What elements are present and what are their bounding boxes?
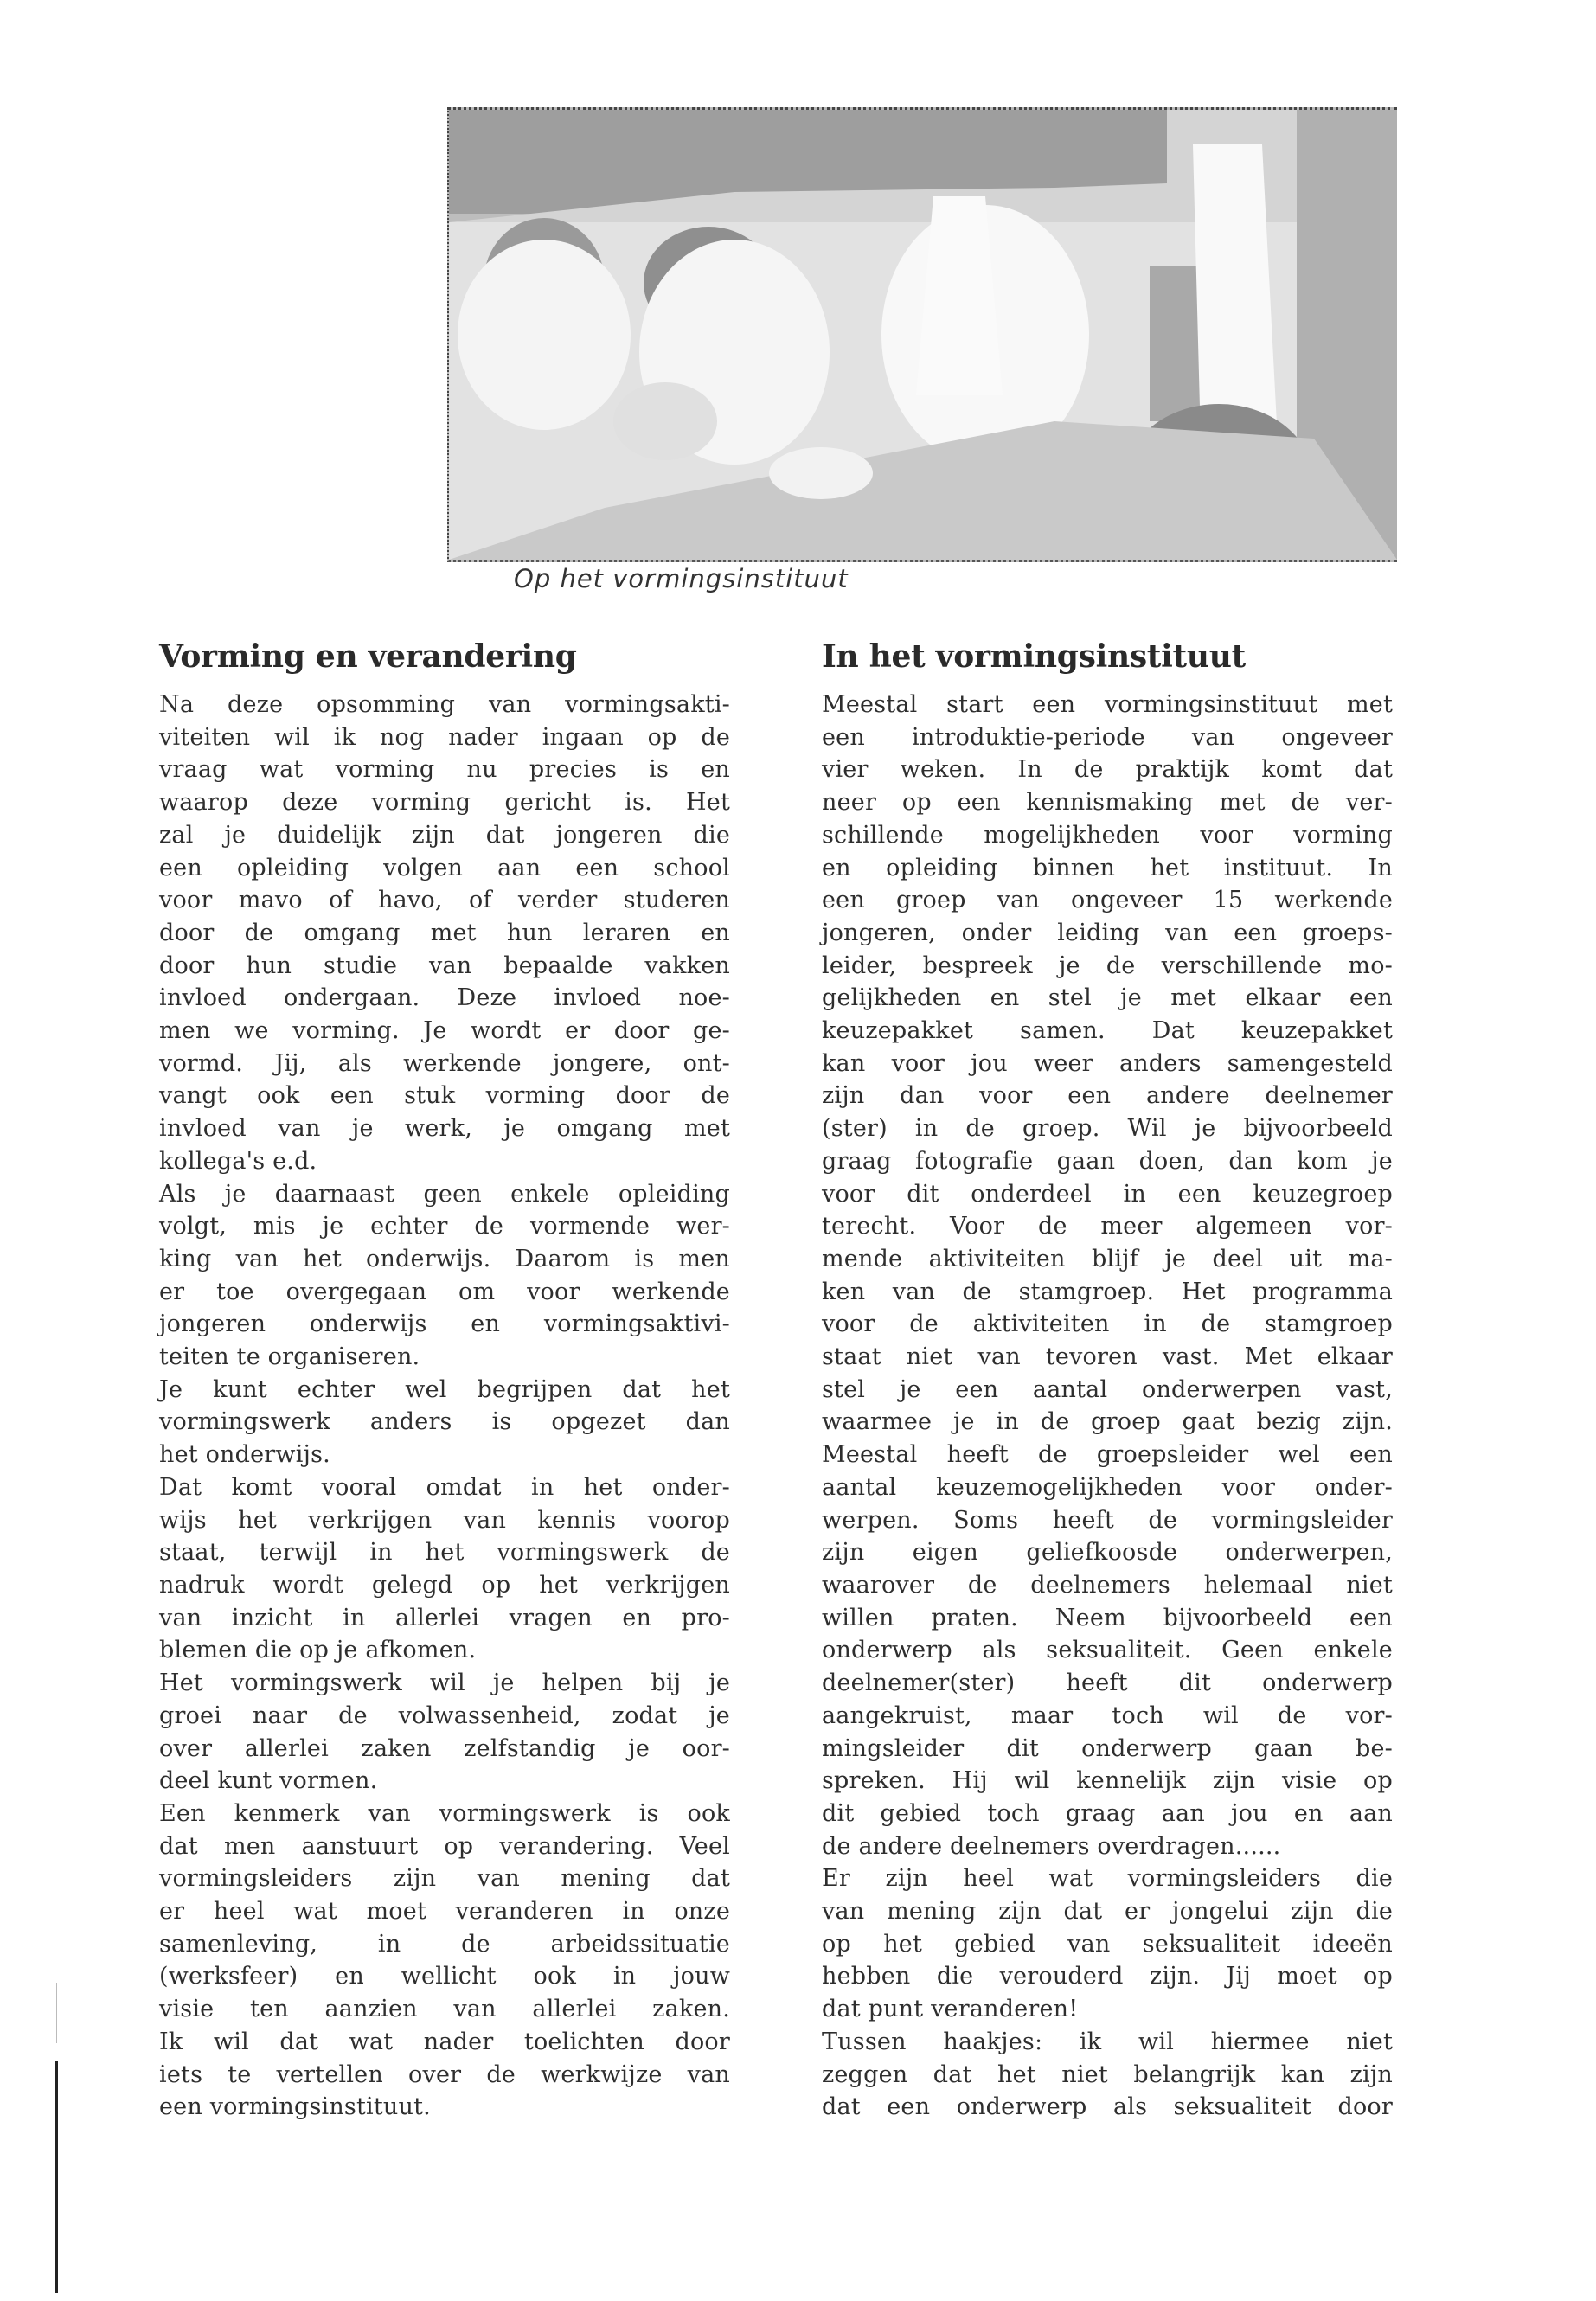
paragraph (822, 689, 1393, 1862)
text-line: voor de aktiviteiten in de stamgroep (822, 1311, 1393, 1338)
text-line: vormd. Jij, als werkende jongere, ont- (159, 1049, 730, 1077)
paragraph (159, 1667, 730, 1798)
text-line: aantal keuzemogelijkheden voor onder- (822, 1473, 1393, 1501)
text-line: en opleiding binnen het instituut. In (822, 854, 1393, 881)
text-line: een introduktie-periode van ongeveer (822, 723, 1393, 751)
text-line: dit gebied toch graag aan jou en aan (822, 1799, 1393, 1827)
text-line: (ster) in de groep. Wil je bijvoorbeeld (822, 1115, 1393, 1143)
text-line: er toe overgegaan om voor werkende (159, 1278, 730, 1305)
text-line: vier weken. In de praktijk komt dat (822, 756, 1393, 784)
text-line: invloed ondergaan. Deze invloed noe- (159, 984, 730, 1012)
text-line: van inzicht in allerlei vragen en pro- (159, 1604, 730, 1631)
text-line: viteiten wil ik nog nader ingaan op de (159, 723, 730, 751)
paragraph (159, 1471, 730, 1667)
text-line: wijs het verkrijgen van kennis voorop (159, 1506, 730, 1534)
text-line: staat niet van tevoren vast. Met elkaar (822, 1343, 1393, 1371)
text-line: door hun studie van bepaalde vakken (159, 952, 730, 979)
text-line: Het vormingswerk wil je helpen bij je (159, 1670, 730, 1697)
margin-rule-faint (56, 1983, 57, 2043)
text-line: een opleiding volgen aan een school (159, 854, 730, 881)
text-line: er heel wat moet veranderen in onze (159, 1898, 730, 1926)
text-line: vraag wat vorming nu precies is en (159, 756, 730, 784)
text-line: staat, terwijl in het vormingswerk de (159, 1539, 730, 1567)
text-line: Er zijn heel wat vormingsleiders die (822, 1865, 1393, 1893)
right-column-body (822, 689, 1393, 2124)
text-line: gelijkheden en stel je met elkaar een (822, 984, 1393, 1012)
paragraph (822, 1862, 1393, 2026)
text-line: dat een onderwerp als seksualiteit door (822, 2093, 1393, 2121)
text-line: vormingsleiders zijn van mening dat (159, 1865, 730, 1893)
text-line: willen praten. Neem bijvoorbeeld een (822, 1604, 1393, 1631)
text-line: van mening zijn dat er jongelui zijn die (822, 1898, 1393, 1926)
article-photo (447, 107, 1397, 562)
text-line: over allerlei zaken zelfstandig je oor- (159, 1734, 730, 1762)
text-line: Meestal heeft de groepsleider wel een (822, 1441, 1393, 1469)
photo-image (449, 110, 1397, 560)
text-line: jongeren, onder leiding van een groeps- (822, 919, 1393, 946)
text-line: volgt, mis je echter de vormende wer- (159, 1213, 730, 1240)
text-line: spreken. Hij wil kennelijk zijn visie op (822, 1767, 1393, 1795)
text-line: deel kunt vormen. (159, 1767, 378, 1795)
text-line: waarmee je in de groep gaat bezig zijn. (822, 1408, 1393, 1436)
paragraph (159, 1178, 730, 1374)
text-line: dat punt veranderen! (822, 1996, 1079, 2023)
text-line: zal je duidelijk zijn dat jongeren die (159, 821, 730, 849)
paragraph (159, 689, 730, 1178)
text-line: waarover de deelnemers helemaal niet (822, 1571, 1393, 1599)
text-line: Tussen haakjes: ik wil hiermee niet (822, 2028, 1393, 2055)
right-column (822, 638, 1393, 2124)
left-column (159, 638, 730, 2124)
left-column-body (159, 689, 730, 2124)
text-line: aangekruist, maar toch wil de vor- (822, 1702, 1393, 1729)
text-line: groei naar de volwassenheid, zodat je (159, 1702, 730, 1729)
margin-rule (55, 2061, 58, 2293)
text-line: iets te vertellen over de werkwijze van (159, 2061, 730, 2088)
text-line: mingsleider dit onderwerp gaan be- (822, 1734, 1393, 1762)
text-line: deelnemer(ster) heeft dit onderwerp (822, 1670, 1393, 1697)
text-line: door de omgang met hun leraren en (159, 919, 730, 946)
text-line: invloed van je werk, je omgang met (159, 1115, 730, 1143)
text-line: voor mavo of havo, of verder studeren (159, 887, 730, 914)
paragraph (822, 2026, 1393, 2124)
text-line: stel je een aantal onderwerpen vast, (822, 1375, 1393, 1403)
text-line: ken van de stamgroep. Het programma (822, 1278, 1393, 1305)
text-line: zijn eigen geliefkoosde onderwerpen, (822, 1539, 1393, 1567)
text-line: neer op een kennismaking met de ver- (822, 789, 1393, 817)
text-line: de andere deelnemers overdragen...... (822, 1832, 1281, 1860)
text-line: samenleving, in de arbeidssituatie (159, 1930, 730, 1958)
text-line: het onderwijs. (159, 1441, 330, 1469)
text-line: blemen die op je afkomen. (159, 1637, 477, 1664)
text-line: een groep van ongeveer 15 werkende (822, 887, 1393, 914)
text-line: Een kenmerk van vormingswerk is ook (159, 1799, 730, 1827)
text-line: terecht. Voor de meer algemeen vor- (822, 1213, 1393, 1240)
text-line: teiten te organiseren. (159, 1343, 420, 1371)
section-heading: In het vormingsinstituut (822, 638, 1246, 675)
text-line: onderwerp als seksualiteit. Geen enkele (822, 1637, 1393, 1664)
text-line: visie ten aanzien van allerlei zaken. (159, 1996, 730, 2023)
photo-caption: Op het vormingsinstituut (514, 564, 849, 593)
text-line: Meestal start een vormingsinstituut met (822, 691, 1393, 718)
text-line: zijn dan voor een andere deelnemer (822, 1082, 1393, 1110)
text-line: een vormingsinstituut. (159, 2093, 431, 2121)
text-line: werpen. Soms heeft de vormingsleider (822, 1506, 1393, 1534)
text-line: kan voor jou weer anders samengesteld (822, 1049, 1393, 1077)
text-line: mende aktiviteiten blijf je deel uit ma- (822, 1245, 1393, 1272)
text-line: Ik wil dat wat nader toelichten door (159, 2028, 730, 2055)
text-line: (werksfeer) en wellicht ook in jouw (159, 1963, 730, 1990)
text-line: nadruk wordt gelegd op het verkrijgen (159, 1571, 730, 1599)
section-heading: Vorming en verandering (159, 638, 577, 675)
text-line: Je kunt echter wel begrijpen dat het (159, 1375, 730, 1403)
paragraph (159, 1798, 730, 2124)
text-line: waarop deze vorming gericht is. Het (159, 789, 730, 817)
text-line: kollega's e.d. (159, 1147, 317, 1175)
text-line: graag fotografie gaan doen, dan kom je (822, 1147, 1393, 1175)
text-line: leider, bespreek je de verschillende mo- (822, 952, 1393, 979)
text-line: op het gebied van seksualiteit ideeën (822, 1930, 1393, 1958)
text-line: vangt ook een stuk vorming door de (159, 1082, 730, 1110)
text-line: voor dit onderdeel in een keuzegroep (822, 1180, 1393, 1208)
text-line: Na deze opsomming van vormingsakti- (159, 691, 730, 718)
text-line: king van het onderwijs. Daarom is men (159, 1245, 730, 1272)
text-line: men we vorming. Je wordt er door ge- (159, 1017, 730, 1045)
text-line: Dat komt vooral omdat in het onder- (159, 1473, 730, 1501)
text-line: Als je daarnaast geen enkele opleiding (159, 1180, 730, 1208)
text-line: keuzepakket samen. Dat keuzepakket (822, 1017, 1393, 1045)
text-line: jongeren onderwijs en vormingsaktivi- (159, 1311, 730, 1338)
text-line: vormingswerk anders is opgezet dan (159, 1408, 730, 1436)
text-line: hebben die verouderd zijn. Jij moet op (822, 1963, 1393, 1990)
paragraph (159, 1374, 730, 1471)
text-line: zeggen dat het niet belangrijk kan zijn (822, 2061, 1393, 2088)
text-line: dat men aanstuurt op verandering. Veel (159, 1832, 730, 1860)
text-line: schillende mogelijkheden voor vorming (822, 821, 1393, 849)
